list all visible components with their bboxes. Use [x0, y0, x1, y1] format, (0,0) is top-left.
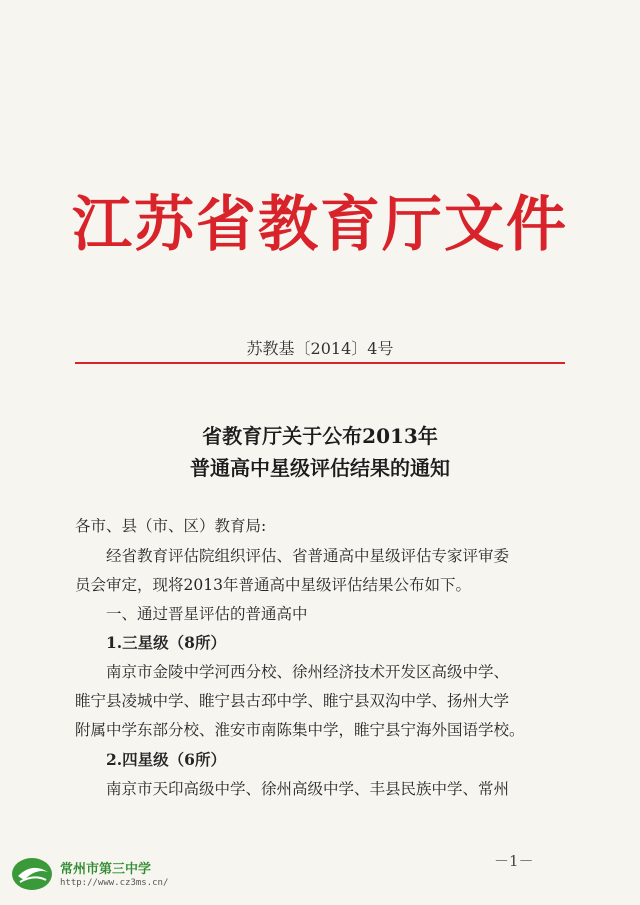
school-watermark — [10, 852, 180, 898]
notice-title-line-2: 普通高中星级评估结果的通知 — [190, 456, 450, 480]
school-logo-icon — [10, 854, 54, 894]
salutation: 各市、县（市、区）教育局: — [75, 517, 267, 535]
page-number: －1－ — [494, 852, 534, 870]
paragraph-line: 南京市天印高级中学、徐州高级中学、丰县民族中学、常州 — [75, 780, 510, 798]
paragraph-line: 经省教育评估院组织评估、省普通高中星级评估专家评审委 — [75, 547, 510, 565]
school-name: 常州市第三中学 — [60, 862, 152, 877]
section-heading: 一、通过晋星评估的普通高中 — [75, 605, 308, 623]
red-separator-line — [75, 362, 565, 364]
notice-title-line-1: 省教育厅关于公布2013年 — [202, 424, 438, 448]
paragraph-line: 附属中学东部分校、淮安市南陈集中学，睢宁县宁海外国语学校。 — [75, 721, 525, 739]
paragraph-line: 南京市金陵中学河西分校、徐州经济技术开发区高级中学、 — [75, 663, 510, 681]
paragraph-line: 睢宁县凌城中学、睢宁县古邳中学、睢宁县双沟中学、扬州大学 — [75, 692, 510, 710]
subsection-heading: 1.三星级（8所） — [75, 633, 226, 652]
subsection-heading: 2.四星级（6所） — [75, 750, 226, 769]
document-number: 苏教基〔2014〕4号 — [246, 339, 394, 358]
paragraph-line: 员会审定，现将2013年普通高中星级评估结果公布如下。 — [75, 576, 471, 594]
school-url: http://www.cz3ms.cn/ — [60, 878, 169, 888]
masthead-title: 江苏省教育厅文件 — [72, 190, 568, 260]
